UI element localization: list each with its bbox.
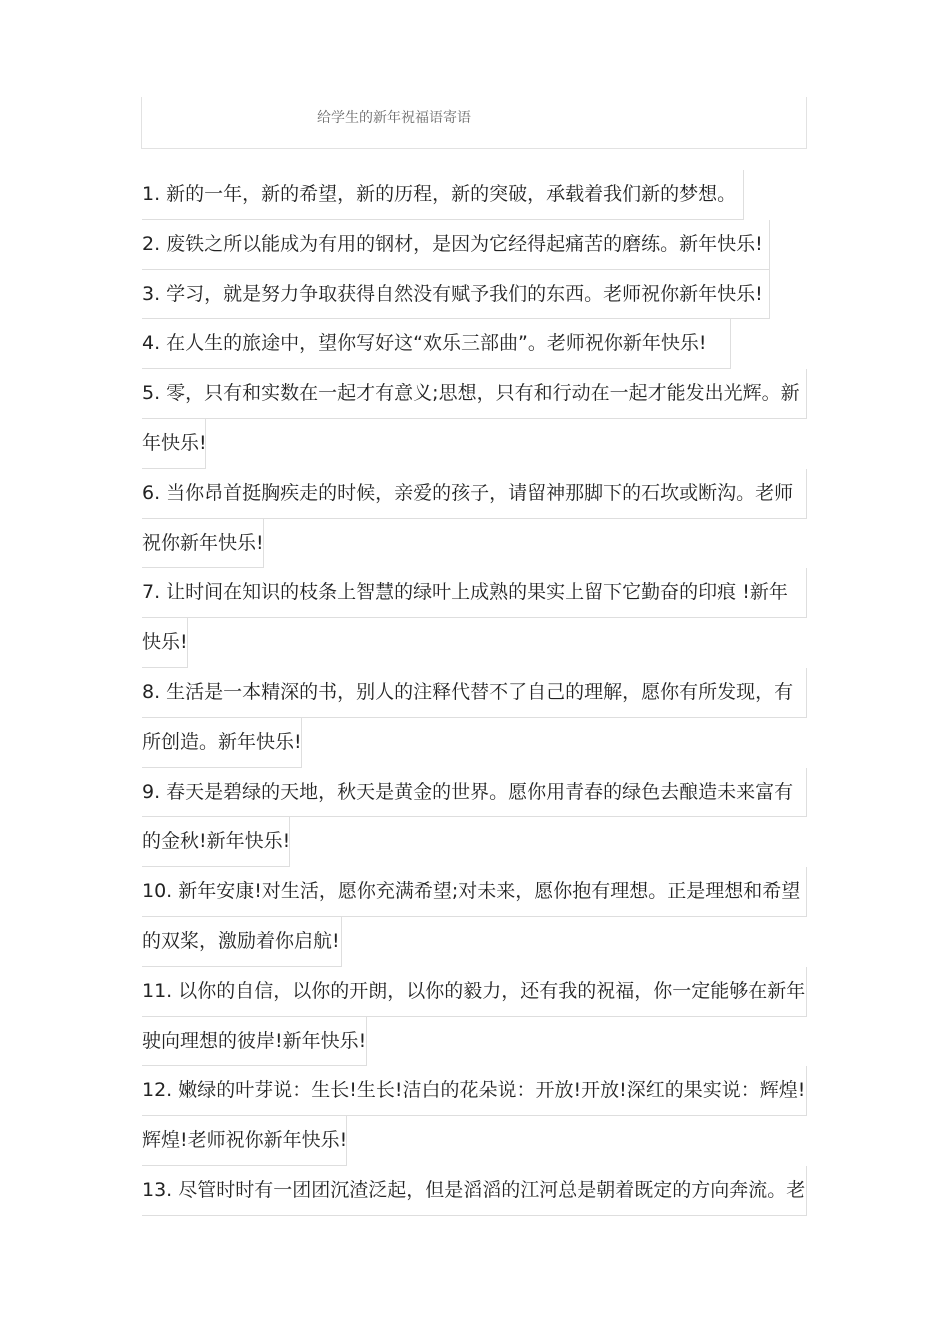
wish-12-line-2: 辉煌!老师祝你新年快乐! [142,1116,347,1166]
wish-11-line-2: 驶向理想的彼岸!新年快乐! [142,1017,367,1067]
text-line [142,668,822,718]
wish-10-line-1: 10. 新年安康!对生活，愿你充满希望;对未来，愿你抱有理想。正是理想和希望 [142,867,807,917]
document-header [141,97,807,149]
text-line [142,768,822,818]
wish-9-line-2: 的金秋!新年快乐! [142,817,290,867]
wish-5-line-1: 5. 零，只有和实数在一起才有意义;思想，只有和行动在一起才能发出光辉。新 [142,369,807,419]
wish-1: 1. 新的一年，新的希望，新的历程，新的突破，承载着我们新的梦想。 [142,170,744,220]
text-line [142,1066,822,1116]
wish-9-line-1: 9. 春天是碧绿的天地，秋天是黄金的世界。愿你用青春的绿色去酿造未来富有 [142,768,807,818]
text-line [142,319,822,369]
wish-4: 4. 在人生的旅途中，望你写好这“欢乐三部曲”。老师祝你新年快乐! [142,319,731,369]
text-line [142,718,822,768]
text-line [142,1166,822,1216]
text-line [142,270,822,320]
wish-2: 2. 废铁之所以能成为有用的钢材，是因为它经得起痛苦的磨练。新年快乐! [142,220,770,270]
text-line [142,419,822,469]
text-line [142,369,822,419]
wish-7-line-2: 快乐! [142,618,188,668]
wish-8-line-2: 所创造。新年快乐! [142,718,302,768]
wish-5-line-2: 年快乐! [142,419,206,469]
text-line [142,469,822,519]
wish-11-line-1: 11. 以你的自信，以你的开朗，以你的毅力，还有我的祝福，你一定能够在新年 [142,967,807,1017]
text-line [142,867,822,917]
document-title: 给学生的新年祝福语寄语 [317,110,471,126]
text-line [142,568,822,618]
text-line [142,1017,822,1067]
document-body [142,170,822,1216]
wish-6-line-1: 6. 当你昂首挺胸疾走的时候，亲爱的孩子，请留神那脚下的石坎或断沟。老师 [142,469,807,519]
wish-10-line-2: 的双桨，激励着你启航! [142,917,342,967]
text-line [142,519,822,569]
wish-13-line-1: 13. 尽管时时有一团团沉渣泛起，但是滔滔的江河总是朝着既定的方向奔流。老 [142,1166,807,1216]
text-line [142,1116,822,1166]
wish-7-line-1: 7. 让时间在知识的枝条上智慧的绿叶上成熟的果实上留下它勤奋的印痕 !新年 [142,568,807,618]
text-line [142,917,822,967]
text-line [142,170,822,220]
wish-8-line-1: 8. 生活是一本精深的书，别人的注释代替不了自己的理解，愿你有所发现，有 [142,668,807,718]
wish-3: 3. 学习，就是努力争取获得自然没有赋予我们的东西。老师祝你新年快乐! [142,270,770,320]
wish-12-line-1: 12. 嫩绿的叶芽说：生长!生长!洁白的花朵说：开放!开放!深红的果实说：辉煌! [142,1066,807,1116]
text-line [142,220,822,270]
text-line [142,967,822,1017]
wish-6-line-2: 祝你新年快乐! [142,519,264,569]
text-line [142,618,822,668]
text-line [142,817,822,867]
